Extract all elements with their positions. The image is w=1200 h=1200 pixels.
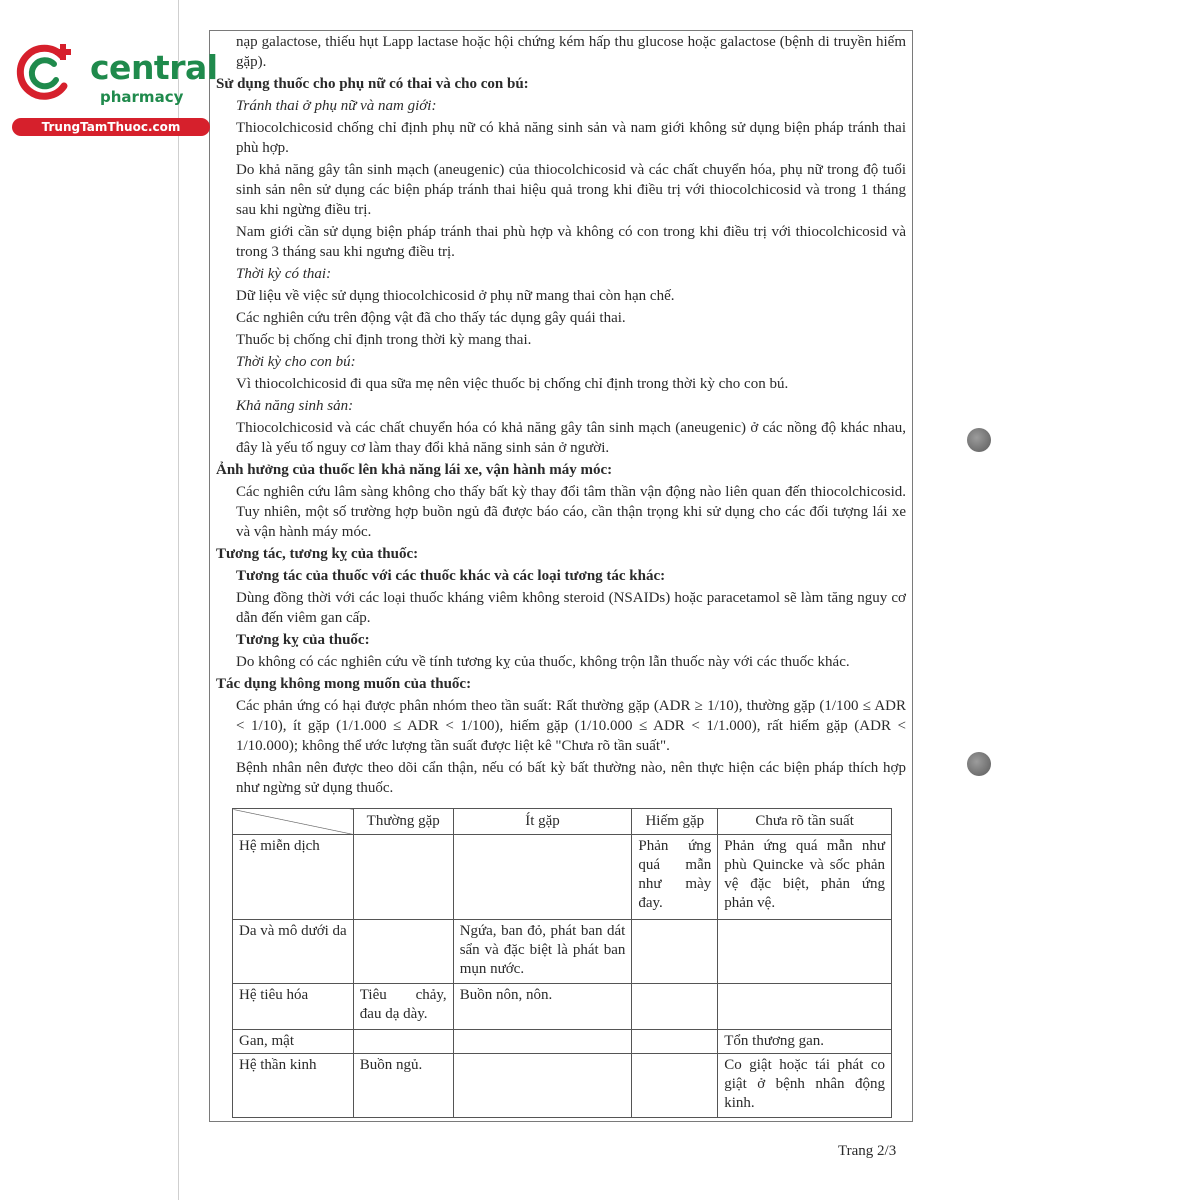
binder-line bbox=[178, 0, 179, 1200]
table-cell: Buồn nôn, nôn. bbox=[453, 984, 632, 1030]
table-cell bbox=[632, 920, 718, 984]
table-cell bbox=[353, 920, 453, 984]
subsection-heading: Tương tác của thuốc với các thuốc khác và các loại tương tác khác: bbox=[236, 568, 666, 584]
document-body bbox=[216, 32, 906, 800]
section-heading: Ảnh hưởng của thuốc lên khả năng lái xe, vận hành máy móc: bbox=[216, 462, 613, 478]
paragraph: nạp galactose, thiếu hụt Lapp lactase hoặc hội chứng kém hấp thu glucose hoặc galactose (bệnh di truyền hiếm gặp). bbox=[236, 34, 906, 70]
table-cell bbox=[632, 1030, 718, 1054]
subheading: Thời kỳ cho con bú: bbox=[236, 354, 356, 370]
organ-cell: Hệ tiêu hóa bbox=[233, 984, 354, 1030]
organ-cell: Hệ miễn dịch bbox=[233, 835, 354, 920]
subsection-heading: Tương kỵ của thuốc: bbox=[236, 632, 370, 648]
punch-hole bbox=[967, 428, 991, 452]
paragraph: Các nghiên cứu lâm sàng không cho thấy bất kỳ thay đổi tâm thần vận động nào liên quan đến thiocolchicosid. Tuy nhiên, một số trường hợp buồn ngủ đã được báo cáo, cần thận trọng khi sử dụng cho các đối tượng lái xe và vận hành máy móc. bbox=[236, 484, 906, 540]
table-row bbox=[233, 1054, 892, 1118]
subheading: Khả năng sinh sản: bbox=[236, 398, 354, 414]
central-pharmacy-logo bbox=[10, 34, 218, 138]
subheading: Tránh thai ở phụ nữ và nam giới: bbox=[236, 98, 437, 114]
section-heading: Sử dụng thuốc cho phụ nữ có thai và cho con bú: bbox=[216, 76, 529, 92]
paragraph: Bệnh nhân nên được theo dõi cẩn thận, nếu có bất kỳ bất thường nào, nên thực hiện các biện pháp thích hợp như ngừng sử dụng thuốc. bbox=[236, 760, 906, 796]
paragraph: Nam giới cần sử dụng biện pháp tránh thai phù hợp và không có con trong khi điều trị với thiocolchicosid và trong 3 tháng sau khi ngưng điều trị. bbox=[236, 224, 906, 260]
logo-mark-icon bbox=[14, 42, 74, 102]
table-header-row bbox=[233, 809, 892, 835]
table-cell: Ngứa, ban đỏ, phát ban dát sẩn và đặc biệt là phát ban mụn nước. bbox=[453, 920, 632, 984]
table-row bbox=[233, 920, 892, 984]
paragraph: Các nghiên cứu trên động vật đã cho thấy tác dụng gây quái thai. bbox=[236, 310, 626, 326]
organ-cell: Hệ thần kinh bbox=[233, 1054, 354, 1118]
table-cell bbox=[632, 984, 718, 1030]
logo-subtitle: pharmacy bbox=[100, 88, 184, 106]
header-cell: Thường gặp bbox=[353, 809, 453, 835]
table-cell: Phản ứng quá mẫn như mày đay. bbox=[632, 835, 718, 920]
table-cell: Tiêu chảy, đau dạ dày. bbox=[353, 984, 453, 1030]
table-cell bbox=[453, 1054, 632, 1118]
table-row bbox=[233, 984, 892, 1030]
paragraph: Vì thiocolchicosid đi qua sữa mẹ nên việc thuốc bị chống chỉ định trong thời kỳ cho con bú. bbox=[236, 376, 789, 392]
table-row bbox=[233, 1030, 892, 1054]
table-cell bbox=[453, 835, 632, 920]
header-corner-cell bbox=[233, 809, 354, 835]
table-cell: Buồn ngủ. bbox=[353, 1054, 453, 1118]
punch-hole bbox=[967, 752, 991, 776]
organ-cell: Gan, mật bbox=[233, 1030, 354, 1054]
paragraph: Thiocolchicosid chống chỉ định phụ nữ có khả năng sinh sản và nam giới không sử dụng biện pháp tránh thai phù hợp. bbox=[236, 120, 906, 156]
paragraph: Do không có các nghiên cứu về tính tương kỵ của thuốc, không trộn lẫn thuốc này với các thuốc khác. bbox=[236, 654, 850, 670]
paragraph: Dùng đồng thời với các loại thuốc kháng viêm không steroid (NSAIDs) hoặc paracetamol sẽ làm tăng nguy cơ dẫn đến viêm gan cấp. bbox=[236, 590, 906, 626]
table-cell bbox=[718, 984, 892, 1030]
table-row bbox=[233, 835, 892, 920]
paragraph: Dữ liệu về việc sử dụng thiocolchicosid ở phụ nữ mang thai còn hạn chế. bbox=[236, 288, 675, 304]
table-cell bbox=[353, 1030, 453, 1054]
logo-url: TrungTamThuoc.com bbox=[12, 118, 210, 136]
subheading: Thời kỳ có thai: bbox=[236, 266, 332, 282]
paragraph: Do khả năng gây tân sinh mạch (aneugenic) của thiocolchicosid và các chất chuyển hóa, phụ nữ trong độ tuổi sinh sản nên sử dụng các biện pháp tránh thai hiệu quả trong khi điều trị với thiocolchicosid và trong 1 tháng sau khi ngừng điều trị. bbox=[236, 162, 906, 218]
paragraph: Thuốc bị chống chỉ định trong thời kỳ mang thai. bbox=[236, 332, 532, 348]
header-cell: Chưa rõ tần suất bbox=[718, 809, 892, 835]
organ-cell: Da và mô dưới da bbox=[233, 920, 354, 984]
header-cell: Ít gặp bbox=[453, 809, 632, 835]
table-cell: Phản ứng quá mẫn như phù Quincke và sốc phản vệ đặc biệt, phản ứng phản vệ. bbox=[718, 835, 892, 920]
section-heading: Tác dụng không mong muốn của thuốc: bbox=[216, 676, 472, 692]
table-cell bbox=[718, 920, 892, 984]
logo-wordmark: central bbox=[90, 48, 218, 87]
table-cell: Co giật hoặc tái phát co giật ở bệnh nhân động kinh. bbox=[718, 1054, 892, 1118]
header-cell: Hiếm gặp bbox=[632, 809, 718, 835]
page-number: Trang 2/3 bbox=[838, 1143, 897, 1159]
table-cell: Tổn thương gan. bbox=[718, 1030, 892, 1054]
table-cell bbox=[453, 1030, 632, 1054]
paragraph: Thiocolchicosid và các chất chuyển hóa có khả năng gây tân sinh mạch (aneugenic) ở các nồng độ khác nhau, đây là yếu tố nguy cơ làm thay đổi khả năng sinh sản ở người. bbox=[236, 420, 906, 456]
table-cell bbox=[632, 1054, 718, 1118]
adverse-effects-table bbox=[232, 808, 892, 1118]
table-cell bbox=[353, 835, 453, 920]
section-heading: Tương tác, tương kỵ của thuốc: bbox=[216, 546, 419, 562]
paragraph: Các phản ứng có hại được phân nhóm theo tần suất: Rất thường gặp (ADR ≥ 1/10), thường gặp (1/100 ≤ ADR < 1/10), ít gặp (1/1.000 ≤ ADR < 1/100), hiếm gặp (1/10.000 ≤ ADR < 1/1.000), rất hiếm gặp (ADR < 1/10.000); không thể ước lượng tần suất được liệt kê "Chưa rõ tần suất". bbox=[236, 698, 906, 754]
